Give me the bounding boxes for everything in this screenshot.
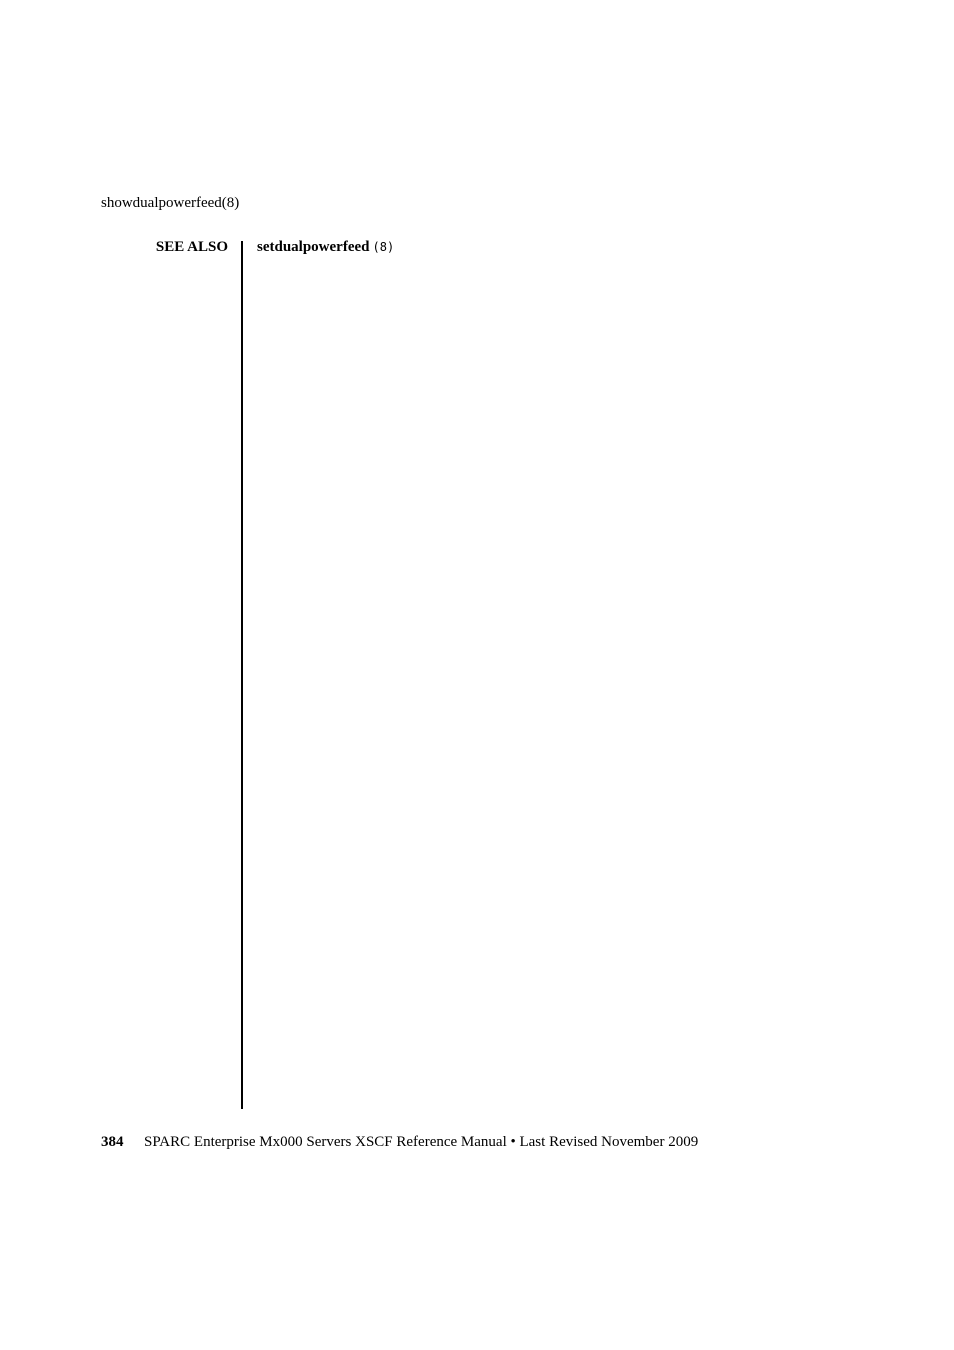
page-footer bbox=[101, 1133, 698, 1151]
page-number: 384 bbox=[101, 1134, 124, 1150]
command-section: (8) bbox=[372, 240, 395, 254]
running-header: showdualpowerfeed(8) bbox=[101, 195, 240, 211]
command-name: setdualpowerfeed bbox=[257, 239, 370, 255]
section-heading-see-also: SEE ALSO bbox=[155, 239, 228, 255]
footer-text: SPARC Enterprise Mx000 Servers XSCF Reference Manual • Last Revised November 2009 bbox=[144, 1134, 699, 1150]
see-also-entry bbox=[257, 238, 394, 256]
section-divider-rule bbox=[241, 241, 243, 1109]
